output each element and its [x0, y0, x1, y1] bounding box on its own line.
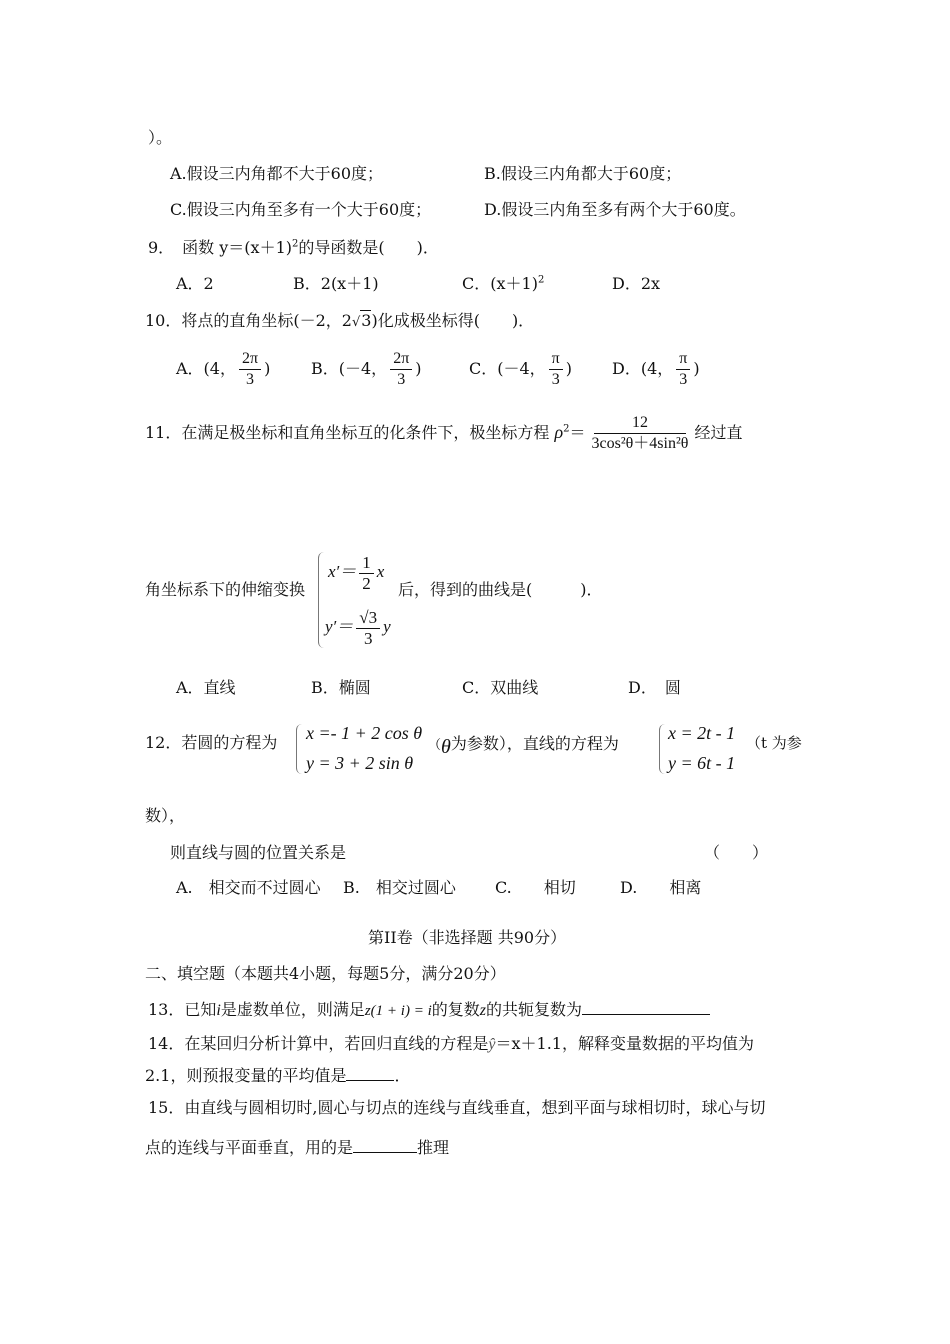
- q11-line2-b: 后，得到的曲线是( )．: [398, 580, 603, 599]
- q11-option-c: C．双曲线: [462, 678, 539, 697]
- q12-line-brace: [659, 724, 666, 774]
- q11-system-row2: [325, 607, 391, 649]
- q10-option-a-denominator: 3: [246, 371, 255, 388]
- q11-option-d: D． 圆: [628, 678, 681, 697]
- q12-param1: [428, 733, 619, 756]
- q11-sys1-denominator: 2: [362, 573, 371, 593]
- q14-line2-text: 2.1，则预报变量的平均值是: [145, 1066, 347, 1085]
- q12-option-a: A. 相交而不过圆心: [176, 878, 321, 897]
- q11-sys1-lhs: x′＝: [328, 562, 357, 581]
- q11-stem-b: 经过直: [694, 423, 743, 442]
- q11-line2-a: 角坐标系下的伸缩变换: [145, 580, 306, 599]
- q8-option-a: A.假设三内角都不大于60度；: [170, 164, 384, 183]
- q13-c: 的复数: [431, 1000, 480, 1019]
- q15-line2: [145, 1138, 449, 1158]
- q10-option-a-close: ): [264, 359, 271, 378]
- q12-param2: （t 为参: [746, 734, 802, 752]
- q9-option-c: [462, 274, 544, 294]
- q11-sys1-numerator: 1: [359, 553, 374, 574]
- q10-option-d-close: ): [693, 359, 700, 378]
- q12-option-d: D. 相离: [620, 878, 702, 897]
- q13-a: 13．已知: [148, 1000, 217, 1019]
- q11-sys2-numerator: √3: [356, 608, 380, 629]
- q11-fraction-denominator: 3cos²θ＋4sin²θ: [591, 435, 689, 452]
- q14-yhat: ŷ: [488, 1036, 496, 1053]
- q11-fraction-numerator: 12: [594, 413, 686, 434]
- q11-stem: [145, 412, 742, 454]
- q11-rho: ρ: [554, 422, 564, 442]
- q13: [148, 1000, 710, 1021]
- q10-stem-a: 10．将点的直角坐标(－2，2: [145, 311, 352, 330]
- q12-circle-x: x =- 1 + 2 cos θ: [306, 723, 423, 743]
- q13-answer-blank[interactable]: [582, 1000, 710, 1015]
- q13-b: 是虚数单位，则满足: [220, 1000, 365, 1019]
- q14-answer-blank[interactable]: [346, 1066, 394, 1081]
- q11-sys1-var: x: [376, 562, 385, 581]
- q12-circle-y: y = 3 + 2 sin θ: [306, 753, 414, 773]
- q12-paren-open: （: [428, 738, 442, 753]
- q9-option-c-text: C．(x＋1): [462, 274, 538, 293]
- q9-stem-a: 9． 函数 y＝(x＋1): [148, 238, 292, 257]
- q9-option-a: A．2: [176, 274, 214, 293]
- q12-theta: θ: [441, 736, 451, 758]
- q13-z: z: [479, 1002, 487, 1019]
- q11-stem-a: 11．在满足极坐标和直角坐标互的化条件下，极坐标方程: [145, 423, 550, 442]
- section2-title: 第II卷（非选择题 共90分）: [368, 928, 567, 947]
- q13-expr: z(1 + i) = i: [364, 1003, 432, 1019]
- q14-b: ＝x＋1.1，解释变量数据的平均值为: [495, 1034, 754, 1053]
- q11-rho-exponent: 2: [563, 423, 570, 435]
- q15-line2-a: 点的连线与平面垂直，用的是: [145, 1138, 354, 1157]
- q10-option-a-prefix: A．(4，: [176, 359, 236, 378]
- q15-line2-b: 推理: [417, 1138, 450, 1157]
- q11-option-b: B．椭圆: [311, 678, 371, 697]
- q10-option-c: [469, 349, 572, 390]
- q12-answer-paren: （ ）: [704, 843, 769, 862]
- q12-param1-text: 为参数），直线的方程为: [450, 734, 619, 753]
- q10-option-c-close: ): [565, 359, 572, 378]
- q10-option-a-numerator: 2π: [239, 349, 261, 370]
- q10-option-d-prefix: D．(4，: [612, 359, 674, 378]
- q10-stem: 10．将点的直角坐标(－2，2√3)化成极坐标得( )．: [145, 311, 535, 330]
- q9-option-b: B．2(x＋1): [293, 274, 379, 293]
- q11-sys2-var: y: [383, 617, 391, 636]
- q10-option-d-numerator: π: [676, 349, 690, 370]
- q9-stem-b: 的导函数是( )．: [298, 238, 439, 257]
- q9-stem: [148, 238, 439, 258]
- q10-option-b-close: ): [415, 359, 422, 378]
- q12-option-b: B. 相交过圆心: [343, 878, 456, 897]
- q12-option-c: C. 相切: [495, 878, 576, 897]
- q12-circle-brace: [296, 724, 303, 774]
- q10-option-a: [176, 349, 270, 390]
- q13-d: 的共轭复数为: [486, 1000, 583, 1019]
- q10-option-c-denominator: 3: [551, 371, 560, 388]
- q15-line1: 15．由直线与圆相切时,圆心与切点的连线与直线垂直，想到平面与球相切时，球心与切: [148, 1098, 766, 1117]
- q14-line2: [145, 1066, 410, 1086]
- q12-stem-a: 12．若圆的方程为: [145, 733, 278, 752]
- q12-line-x: x = 2t - 1: [668, 723, 736, 743]
- q10-option-b-numerator: 2π: [390, 349, 412, 370]
- q10-option-d-denominator: 3: [679, 371, 688, 388]
- q11-system-row1: [328, 552, 384, 594]
- q10-option-c-prefix: C．(－4，: [469, 359, 546, 378]
- q10-stem-radicand: 3: [361, 311, 372, 330]
- q12-line-y: y = 6t - 1: [668, 753, 736, 773]
- q9-option-d: D．2x: [612, 274, 661, 293]
- q8-tail: ）。: [148, 128, 173, 147]
- q9-stem-exponent: 2: [292, 238, 299, 250]
- q8-option-b: B.假设三内角都大于60度；: [484, 164, 682, 183]
- q10-option-b-denominator: 3: [397, 371, 406, 388]
- section2-heading: 二、填空题（本题共4小题，每题5分，满分20分）: [145, 964, 506, 983]
- q10-option-b-prefix: B．(－4，: [311, 359, 388, 378]
- q12-line2: 数），: [145, 806, 186, 825]
- q11-option-a: A．直线: [176, 678, 236, 697]
- q14-a: 14．在某回归分析计算中，若回归直线的方程是: [148, 1034, 489, 1053]
- q15-answer-blank[interactable]: [353, 1138, 417, 1153]
- q12-line3: 则直线与圆的位置关系是: [170, 843, 347, 862]
- q11-eq: ＝: [569, 423, 586, 442]
- q9-option-c-exponent: 2: [537, 274, 545, 286]
- q14-tail: ．: [394, 1066, 411, 1085]
- q10-option-b: [311, 349, 422, 390]
- q11-sys2-denominator: 3: [363, 628, 373, 648]
- q14-line1: [148, 1034, 754, 1055]
- q10-option-c-numerator: π: [549, 349, 563, 370]
- q10-option-d: [612, 349, 700, 390]
- q10-stem-b: )化成极坐标得( )．: [371, 311, 535, 330]
- q8-option-d: D.假设三内角至多有两个大于60度。: [484, 200, 746, 219]
- q8-option-c: C.假设三内角至多有一个大于60度；: [170, 200, 432, 219]
- q11-sys2-lhs: y′＝: [325, 617, 354, 636]
- q13-i: i: [216, 1002, 221, 1019]
- q11-system-brace: [318, 552, 325, 648]
